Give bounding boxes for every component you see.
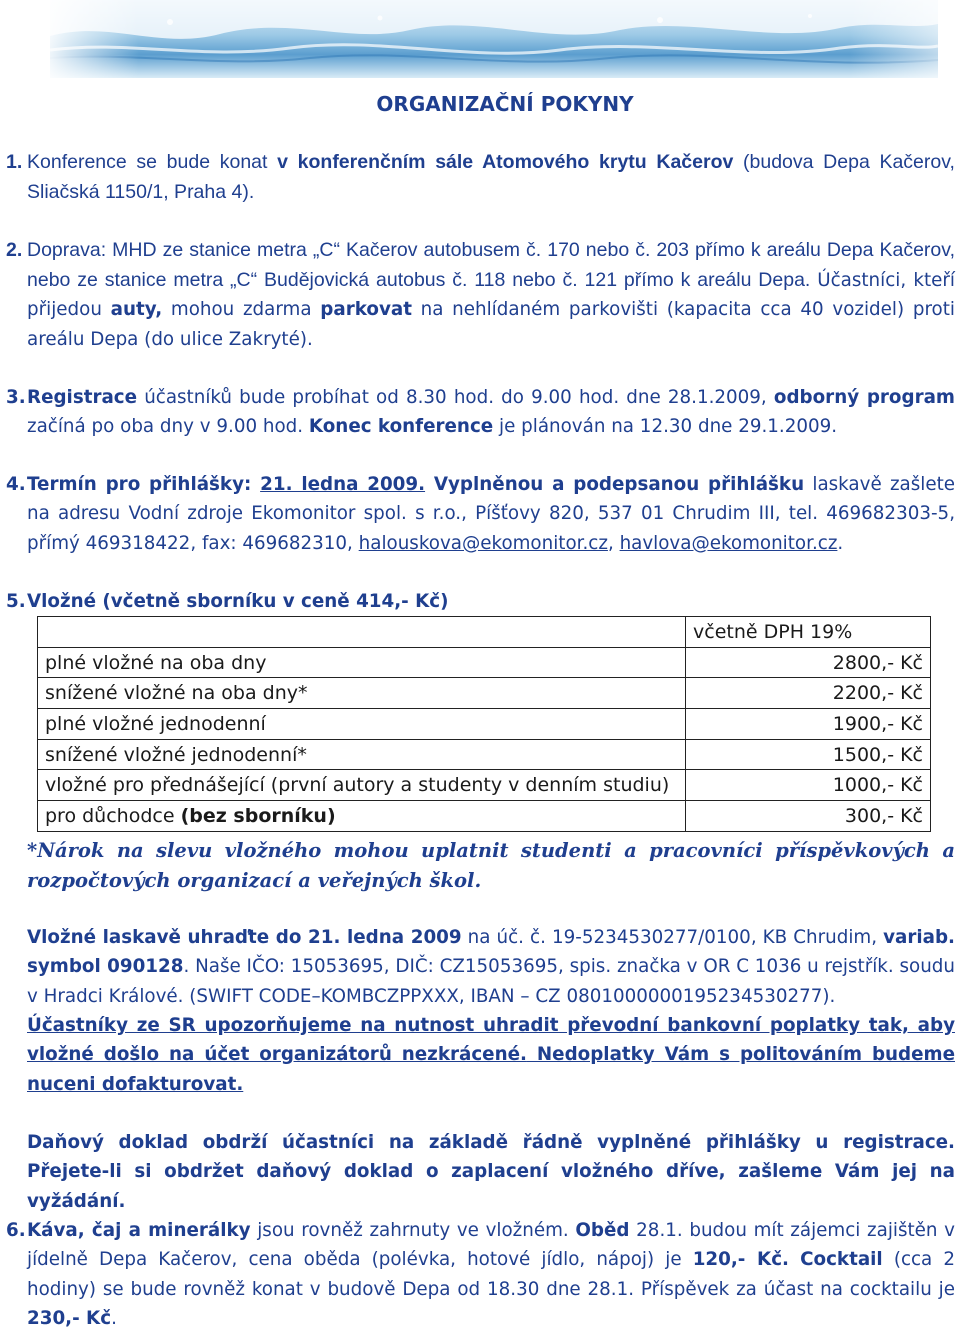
- section-2-parking-text: Účastníci, kteří přijedou: [27, 269, 955, 320]
- table-row: [38, 678, 931, 709]
- section-number: 3.: [6, 387, 26, 408]
- section-2-parking: parkovat: [320, 299, 412, 320]
- section-number: 4.: [6, 474, 26, 495]
- section-number: 5.: [6, 591, 26, 612]
- section-1-text: Konference se bude konat: [27, 151, 278, 173]
- section-2-cars: auty,: [110, 299, 163, 320]
- table-cell: [38, 617, 686, 648]
- table-row: [38, 801, 931, 832]
- fee-value: 1000,- Kč: [686, 770, 931, 801]
- deadline-date: 21. ledna 2009.: [260, 474, 426, 495]
- section-1-address: (budova Depa Kačerov, Sliačská 1150/1, Praha 4).: [27, 151, 955, 203]
- lunch-text: 28.1. budou mít zájemci zajištěn v jídelně Depa Kačerov, cena oběda (polévka, hotové jídlo, nápoj) je: [27, 1220, 955, 1271]
- application-label: Vyplněnou a podepsanou přihlášku: [425, 474, 805, 495]
- program-label: odborný program: [773, 387, 955, 408]
- table-header-vat: včetně DPH 19%: [686, 617, 931, 648]
- fee-label: snížené vložné jednodenní*: [38, 739, 686, 770]
- end-text: je plánován na 12.30 dne 29.1.2009.: [493, 416, 838, 438]
- fee-value: 2200,- Kč: [686, 678, 931, 709]
- fee-label: plné vložné na oba dny: [38, 647, 686, 678]
- fee-label-bold: (bez sborníku): [180, 804, 336, 827]
- fee-label: plné vložné jednodenní: [38, 709, 686, 740]
- fee-value: 2800,- Kč: [686, 647, 931, 678]
- fees-title: Vložné (včetně sborníku v ceně 414,- Kč): [27, 591, 449, 612]
- end-label: Konec konference: [308, 416, 494, 438]
- table-row: [38, 617, 931, 648]
- fee-value: 1900,- Kč: [686, 709, 931, 740]
- section-6: [6, 1216, 955, 1333]
- section-1: [6, 148, 955, 207]
- lunch-label: Oběd: [575, 1220, 630, 1241]
- email-link-halouskova[interactable]: halouskova@ekomonitor.cz: [358, 532, 608, 554]
- payment-account: na úč. č. 19-5234530277/0100, KB Chrudim,: [461, 927, 884, 948]
- drinks-text: jsou rovněž zahrnuty ve vložném.: [250, 1220, 576, 1241]
- fees-table: [37, 616, 931, 832]
- section-number: 2.: [6, 239, 23, 261]
- section-2-text: mohou zdarma: [162, 299, 321, 320]
- fee-label: [38, 801, 686, 832]
- program-text: začíná po oba dny v 9.00 hod.: [27, 416, 309, 438]
- drinks-label: Káva, čaj a minerálky: [27, 1220, 251, 1241]
- water-splash-banner: [50, 0, 938, 78]
- section-5-title: [6, 587, 955, 616]
- table-row: [38, 647, 931, 678]
- company-ids: . Naše IČO: 15053695, DIČ: CZ15053695, spis. značka v OR C 1036 u rejstřík. soudu v Hradci Králové. (SWIFT CODE–KOMBCZPPXXX, IBAN – CZ 0801000000195234530277).: [27, 956, 955, 1007]
- section-number: 1.: [6, 151, 23, 173]
- spacer: [789, 1249, 800, 1270]
- section-4: [6, 470, 956, 558]
- section-2-parking-detail: na nehlídaném parkovišti (kapacita cca 40 vozidel) proti areálu Depa (do ulice Zakryté).: [27, 299, 955, 350]
- variable-symbol: variab. symbol 090128: [27, 927, 955, 978]
- address-text: laskavě zašlete na adresu Vodní zdroje Ekomonitor spol. s r.o., Píšťovy 820, 537 01 Chrudim III, tel. 469682303-5, přímý 469318422, fax: 469682310,: [27, 474, 956, 554]
- tax-document-text: Daňový doklad obdrží účastníci na základě řádně vyplněné přihlášky u registrace. Přejete-li si obdržet daňový doklad o zaplacení vložného dříve, zašleme Vám jej na vyžádání.: [27, 1132, 955, 1212]
- payment-deadline: Vložné laskavě uhraďte do 21. ledna 2009: [27, 927, 462, 948]
- fee-label-text: pro důchodce: [45, 804, 181, 827]
- sk-notice-underpayment: Nedoplatky Vám s politováním budeme nuceni dofakturovat.: [27, 1044, 955, 1095]
- tax-document-notice: [27, 1128, 955, 1216]
- section-number: 6.: [6, 1220, 26, 1241]
- table-row: [38, 739, 931, 770]
- payment-paragraph: [27, 923, 955, 1011]
- deadline-label: Termín pro přihlášky:: [27, 474, 261, 495]
- end-period: .: [111, 1307, 117, 1329]
- lunch-price: 120,- Kč.: [692, 1249, 789, 1271]
- registration-text: účastníků bude probíhat od 8.30 hod. do 9.00 hod. dne 28.1.2009,: [137, 387, 774, 408]
- fee-label: vložné pro přednášející (první autory a studenty v denním studiu): [38, 770, 686, 801]
- cocktail-label: Cocktail: [800, 1249, 883, 1271]
- section-2-transport: Doprava: MHD ze stanice metra „C“ Kačerov autobusem č. 170 nebo č. 203 přímo k areálu Depa Kačerov, nebo ze stanice metra „C“ Budějovická autobus č. 118 nebo č. 121 přímo k areálu Depa.: [27, 239, 955, 291]
- sk-notice-fees: Účastníky ze SR upozorňujeme na nutnost uhradit převodní bankovní poplatky tak, aby vložné došlo na účet organizátorů nezkrácené.: [27, 1015, 955, 1066]
- section-1-venue: v konferenčním sále Atomového krytu Kačerov: [277, 151, 734, 173]
- email-link-havlova[interactable]: havlova@ekomonitor.cz: [619, 532, 838, 554]
- cocktail-text: (cca 2 hodiny) se bude rovněž konat v budově Depa od 18.30 dne 28.1. Příspěvek za účast na cocktailu je: [27, 1249, 955, 1300]
- fee-label: snížené vložné na oba dny*: [38, 678, 686, 709]
- section-2: [6, 236, 955, 354]
- fee-value: 300,- Kč: [686, 801, 931, 832]
- page-title: ORGANIZAČNÍ POKYNY: [376, 92, 634, 116]
- table-row: [38, 709, 931, 740]
- cocktail-price: 230,- Kč: [27, 1307, 112, 1329]
- sk-notice: [27, 1011, 955, 1099]
- table-row: [38, 770, 931, 801]
- end-period: .: [837, 532, 844, 554]
- registration-label: Registrace: [27, 387, 138, 408]
- email-separator: ,: [607, 532, 620, 554]
- fee-value: 1500,- Kč: [686, 739, 931, 770]
- discount-note: *Nárok na slevu vložného mohou uplatnit studenti a pracovníci příspěvkových a rozpočtových organizací a veřejných škol.: [27, 839, 955, 892]
- section-3: [6, 383, 955, 442]
